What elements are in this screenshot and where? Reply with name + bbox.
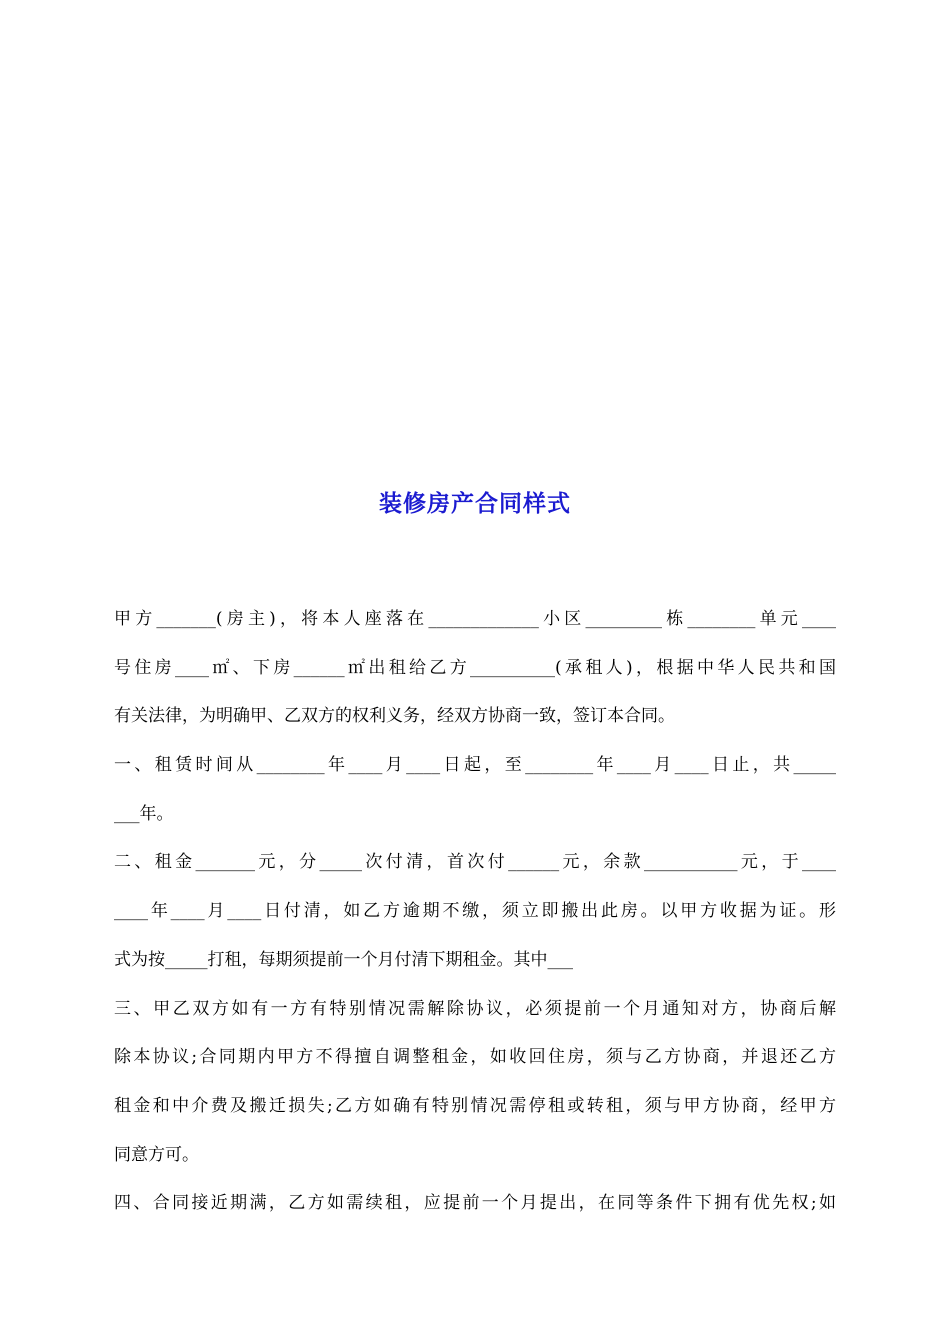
contract-line: 四、合同接近期满，乙方如需续租，应提前一个月提出，在同等条件下拥有优先权;如 [114,1193,836,1214]
contract-line: 式为按_____打租，每期须提前一个月付清下期租金。其中___ [114,949,573,970]
contract-line: 除本协议;合同期内甲方不得擅自调整租金，如收回住房，须与乙方协商，并退还乙方 [114,1047,836,1068]
contract-body [114,599,836,1232]
contract-line: 二、租金_______元，分_____次付清，首次付______元，余款___________元，于____ [114,852,836,873]
contract-line: 一、租赁时间从________年____月____日起，至________年____月____日止，共_____ [114,755,836,776]
contract-line: 三、甲乙双方如有一方有特别情况需解除协议，必须提前一个月通知对方，协商后解 [114,998,836,1019]
contract-line: ____年____月____日付清，如乙方逾期不缴，须立即搬出此房。以甲方收据为证。形 [114,901,836,922]
contract-line: 租金和中介费及搬迁损失;乙方如确有特别情况需停租或转租，须与甲方协商，经甲方 [114,1095,836,1116]
document-title: 装修房产合同样式 [379,491,571,517]
contract-line: 甲方_______(房主)，将本人座落在_____________小区_________栋________单元____ [114,609,836,629]
contract-line: 同意方可。 [114,1144,199,1165]
contract-line: 号住房____㎡、下房______㎡出租给乙方__________(承租人)，根据中华人民共和国 [114,657,836,678]
contract-line: 有关法律，为明确甲、乙双方的权利义务，经双方协商一致，签订本合同。 [114,706,675,727]
contract-line: ___年。 [114,803,174,824]
